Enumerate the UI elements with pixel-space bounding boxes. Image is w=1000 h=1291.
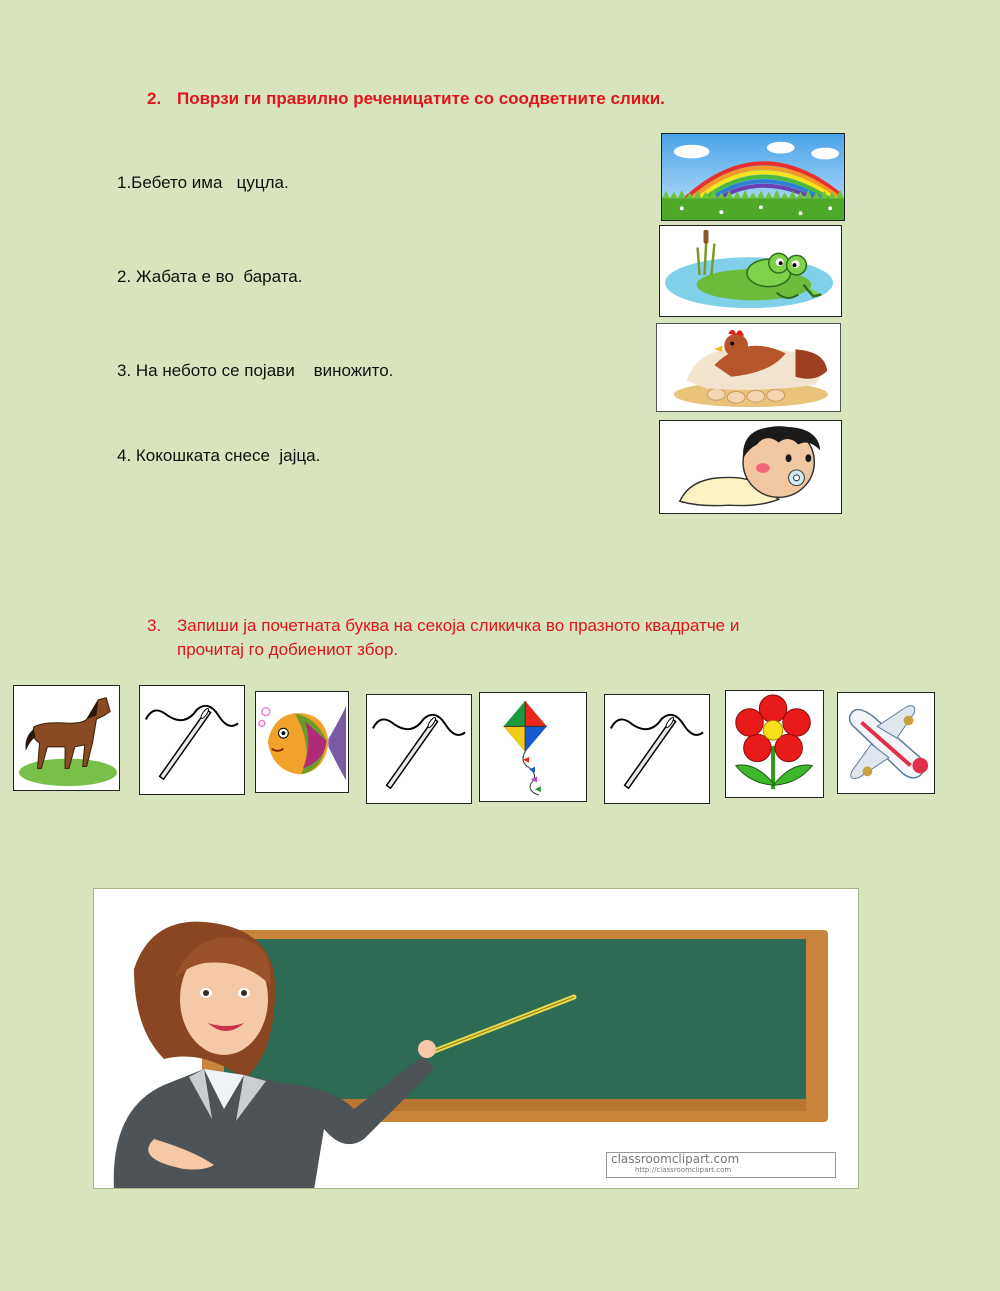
rainbow-picture[interactable] [661, 133, 845, 221]
kite-picture[interactable] [479, 692, 587, 802]
sentence-4: 4. Кокошката снесе јајца. [117, 446, 321, 465]
task3-number: 3. [147, 616, 162, 635]
watermark-subtext: http://classroomclipart.com [635, 1166, 732, 1174]
sentence-1: 1.Бебето има цуцла. [117, 173, 289, 192]
fish-picture[interactable] [255, 691, 349, 793]
frog-picture[interactable] [659, 225, 842, 317]
watermark-text: classroomclipart.com [611, 1152, 740, 1166]
watermark [606, 1152, 836, 1178]
task3-title-line1: Запиши ја почетната буква на секоја сликичка во празното квадратче и [177, 616, 740, 635]
task3-title-line2: прочитај го добиениот збор. [177, 640, 399, 659]
baby-picture[interactable] [659, 420, 842, 514]
task3-title [177, 614, 739, 662]
teacher-illustration [93, 888, 859, 1189]
sentence-2: 2. Жабата е во барата. [117, 267, 303, 286]
task2-heading [147, 87, 665, 111]
needle-picture-3[interactable] [604, 694, 710, 804]
task2-title: Поврзи ги правилно реченицатите со соодветните слики. [177, 89, 665, 108]
hen-picture[interactable] [656, 323, 841, 412]
task3-heading [147, 614, 739, 662]
flower-picture[interactable] [725, 690, 824, 798]
needle-picture-2[interactable] [366, 694, 472, 804]
airplane-picture[interactable] [837, 692, 935, 794]
sentence-3: 3. На небото се појави виножито. [117, 361, 394, 380]
horse-picture[interactable] [13, 685, 120, 791]
task2-number: 2. [147, 89, 162, 108]
needle-picture-1[interactable] [139, 685, 245, 795]
